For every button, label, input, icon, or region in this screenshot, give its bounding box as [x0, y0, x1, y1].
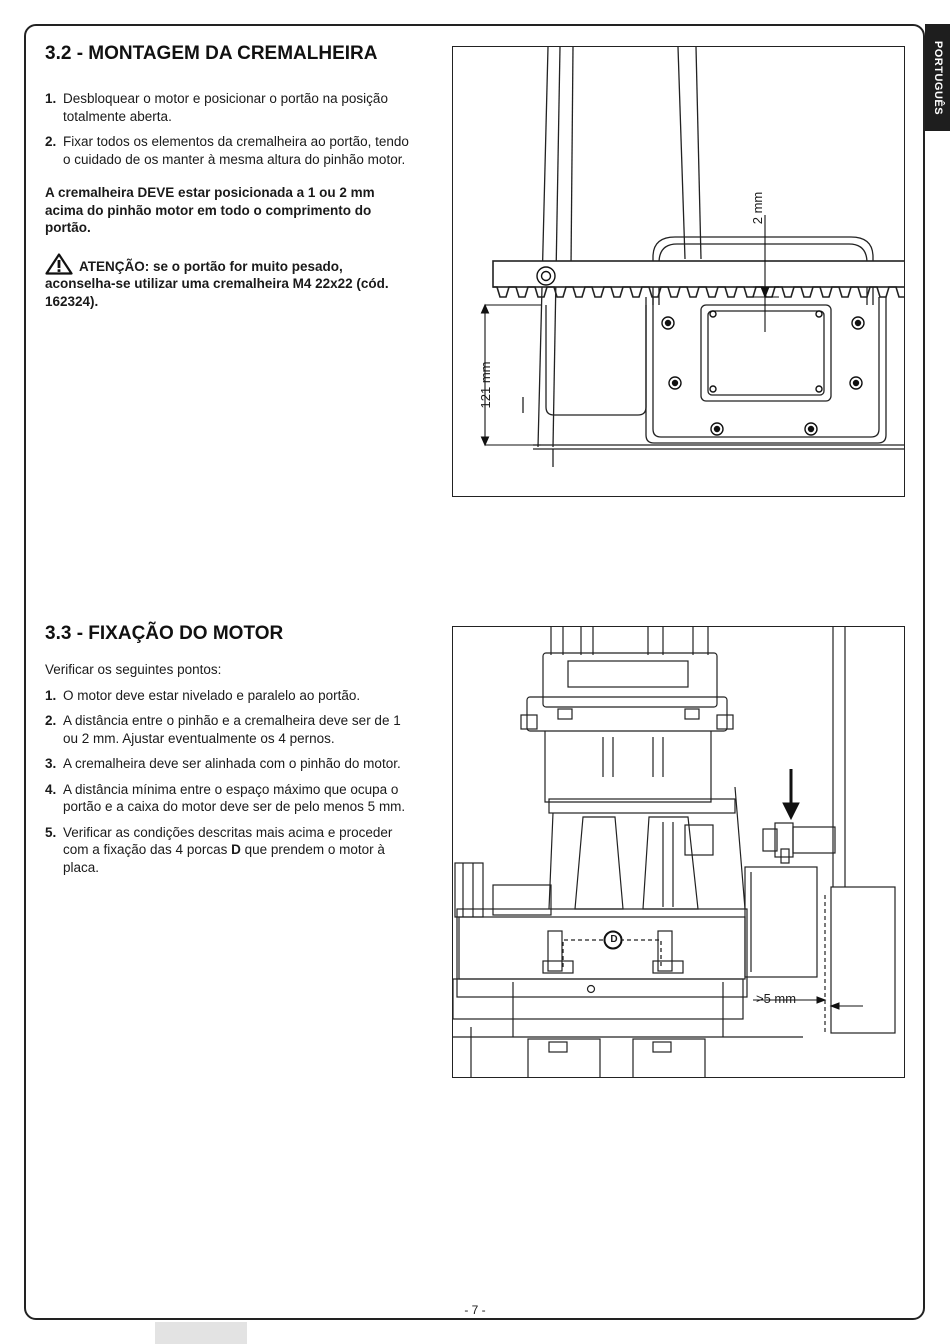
section-title-motor: 3.3 - FIXAÇÃO DO MOTOR: [45, 623, 284, 644]
step-number: 3.: [45, 756, 57, 771]
motor-figure: [452, 626, 905, 1078]
step-text: A distância mínima entre o espaço máximo que ocupa o portão e a caixa do motor deve ser de pelo menos 5 mm.: [63, 781, 406, 814]
step-number: 1.: [45, 91, 57, 106]
nut-d-label: D: [610, 934, 618, 945]
step-text: Verificar as condições descritas mais acima e proceder com a fixação das 4 porcas: [63, 824, 393, 857]
motor-steps-list: [45, 687, 413, 877]
step-number: 2.: [45, 713, 57, 728]
list-item: [45, 824, 413, 877]
dimension-min-label: >5 mm: [756, 991, 797, 1006]
list-item: [45, 90, 415, 125]
step-text: O motor deve estar nivelado e paralelo ao portão.: [63, 687, 361, 703]
list-item: [45, 781, 413, 816]
step-text: Desbloquear o motor e posicionar o portão na posição totalmente aberta.: [63, 91, 388, 124]
step-number: 5.: [45, 824, 57, 840]
list-item: [45, 133, 415, 168]
rack-instructions: [45, 90, 415, 318]
rack-drawing: [453, 47, 905, 497]
step-text-bold: D: [231, 842, 241, 857]
motor-instructions: [45, 661, 413, 884]
step-number: 4.: [45, 781, 57, 797]
list-item: [45, 687, 413, 705]
motor-intro: Verificar os seguintes pontos:: [45, 662, 222, 677]
list-item: [45, 755, 413, 773]
language-tab: [925, 24, 950, 131]
list-item: [45, 712, 413, 747]
step-text: que prendem o motor à placa.: [63, 842, 385, 875]
dimension-height-label: 121 mm: [478, 361, 493, 409]
warning-icon: [45, 253, 73, 275]
dimension-gap-label: 2 mm: [750, 191, 765, 225]
step-text: A cremalheira deve ser alinhada com o pinhão do motor.: [63, 756, 401, 771]
page-number: - 7 -: [464, 1303, 486, 1317]
language-tab-label: PORTUGUÊS: [931, 40, 944, 115]
rack-warning: [45, 253, 415, 311]
motor-drawing: [453, 627, 905, 1078]
footer-bar: [155, 1322, 247, 1344]
step-text: Fixar todos os elementos da cremalheira ao portão, tendo o cuidado de os manter à mesma altura do pinhão motor.: [63, 134, 409, 167]
rack-figure: [452, 46, 905, 497]
step-number: 2.: [45, 134, 57, 149]
rack-note: A cremalheira DEVE estar posicionada a 1 ou 2 mm acima do pinhão motor em todo o comprimento do portão.: [45, 185, 375, 235]
step-text: A distância entre o pinhão e a cremalheira deve ser de 1 ou 2 mm. Ajustar eventualmente os 4 pernos.: [63, 713, 401, 746]
step-number: 1.: [45, 687, 57, 703]
section-title-rack: 3.2 - MONTAGEM DA CREMALHEIRA: [45, 43, 378, 64]
warning-text: ATENÇÃO: se o portão for muito pesado, aconselha-se utilizar uma cremalheira M4 22x22 (cód. 162324).: [45, 258, 389, 309]
rack-steps-list: [45, 90, 415, 168]
